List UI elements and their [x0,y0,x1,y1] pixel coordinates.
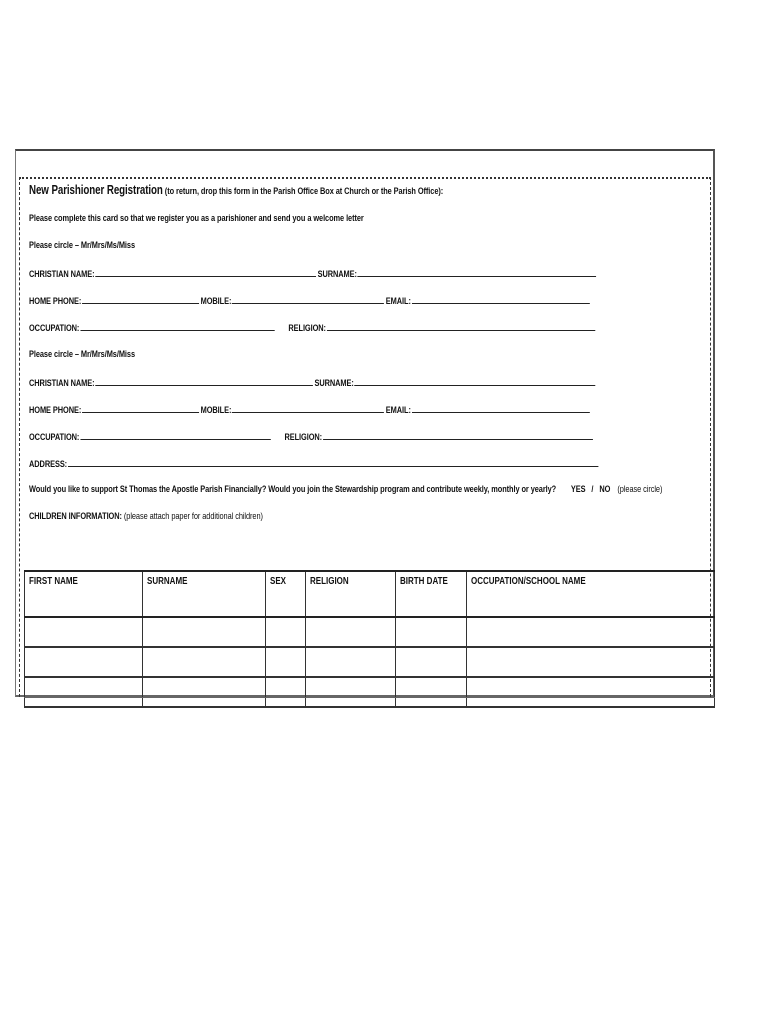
header-surname: SURNAME [143,571,266,617]
address-row [29,457,600,470]
person2-surname-label: SURNAME: [314,378,354,389]
cell-religion[interactable] [306,647,396,677]
person2-home-phone-field[interactable] [82,403,199,413]
children-table-header [25,571,715,617]
cell-religion[interactable] [306,677,396,707]
person2-religion-label: RELIGION: [284,432,323,443]
person1-surname-field[interactable] [358,267,597,277]
registration-card [15,149,715,697]
card-bottom-divider [24,697,715,698]
person2-phone-row [29,403,591,416]
person1-religion-label: RELIGION: [288,323,326,334]
person2-home-phone-label: HOME PHONE: [29,405,82,416]
person2-title-circle: Please circle – Mr/Mrs/Ms/Miss [29,349,135,360]
children-info-label: CHILDREN INFORMATION: [29,511,122,522]
form-title-row [29,183,443,197]
cell-first-name[interactable] [25,617,143,647]
person2-email-field[interactable] [412,403,590,413]
person2-name-row [29,376,597,389]
person1-title-circle: Please circle – Mr/Mrs/Ms/Miss [29,240,135,251]
cell-occupation-school[interactable] [467,677,715,707]
please-circle-note: (please circle) [617,484,663,495]
cell-occupation-school[interactable] [467,647,715,677]
person2-email-label: EMAIL: [385,405,411,416]
person2-religion-field[interactable] [323,430,593,440]
cell-sex[interactable] [266,677,306,707]
person1-home-phone-label: HOME PHONE: [29,296,82,307]
cell-sex[interactable] [266,617,306,647]
children-info-note: (please attach paper for additional children) [123,511,263,522]
cut-out-border [19,177,711,697]
children-info-row [29,511,263,522]
form-title-note: (to return, drop this form in the Parish Office Box at Church or the Parish Office): [164,186,444,197]
instructions: Please complete this card so that we register you as a parishioner and send you a welcome letter [29,213,364,224]
cell-first-name[interactable] [25,677,143,707]
person2-occupation-field[interactable] [80,430,270,440]
person1-email-label: EMAIL: [385,296,411,307]
person2-christian-name-label: CHRISTIAN NAME: [29,378,95,389]
address-label: ADDRESS: [29,459,68,470]
cell-religion[interactable] [306,617,396,647]
cell-surname[interactable] [143,677,266,707]
header-first-name: FIRST NAME [25,571,143,617]
person1-occupation-row [29,321,597,334]
person2-christian-name-field[interactable] [95,376,313,386]
header-sex: SEX [266,571,306,617]
person1-phone-row [29,294,591,307]
person1-home-phone-field[interactable] [82,294,199,304]
support-row [29,484,662,495]
person1-occupation-label: OCCUPATION: [29,323,80,334]
cell-sex[interactable] [266,647,306,677]
person1-mobile-field[interactable] [232,294,384,304]
person1-religion-field[interactable] [327,321,595,331]
header-occupation-school: OCCUPATION/SCHOOL NAME [467,571,715,617]
yes-no-options[interactable]: YES / NO [570,484,611,495]
person1-name-row [29,267,598,280]
person2-surname-field[interactable] [355,376,596,386]
person1-occupation-field[interactable] [80,321,274,331]
person1-mobile-label: MOBILE: [200,296,232,307]
cell-surname[interactable] [143,647,266,677]
person1-email-field[interactable] [412,294,590,304]
cell-surname[interactable] [143,617,266,647]
person1-christian-name-field[interactable] [95,267,316,277]
table-row [25,647,715,677]
children-table [24,570,715,708]
cell-occupation-school[interactable] [467,617,715,647]
cell-first-name[interactable] [25,647,143,677]
person1-surname-label: SURNAME: [317,269,357,280]
table-row [25,677,715,707]
person1-christian-name-label: CHRISTIAN NAME: [29,269,95,280]
person2-mobile-label: MOBILE: [200,405,232,416]
header-birth-date: BIRTH DATE [396,571,467,617]
address-field[interactable] [68,457,598,467]
support-question: Would you like to support St Thomas the Apostle Parish Financially? Would you join the Stewardship program and contribute weekly, monthly or yearly? [29,484,557,495]
person2-occupation-row [29,430,594,443]
header-religion: RELIGION [306,571,396,617]
cell-birth-date[interactable] [396,677,467,707]
table-row [25,617,715,647]
person2-occupation-label: OCCUPATION: [29,432,80,443]
cell-birth-date[interactable] [396,647,467,677]
form-title: New Parishioner Registration [29,183,163,197]
person2-mobile-field[interactable] [232,403,384,413]
cell-birth-date[interactable] [396,617,467,647]
